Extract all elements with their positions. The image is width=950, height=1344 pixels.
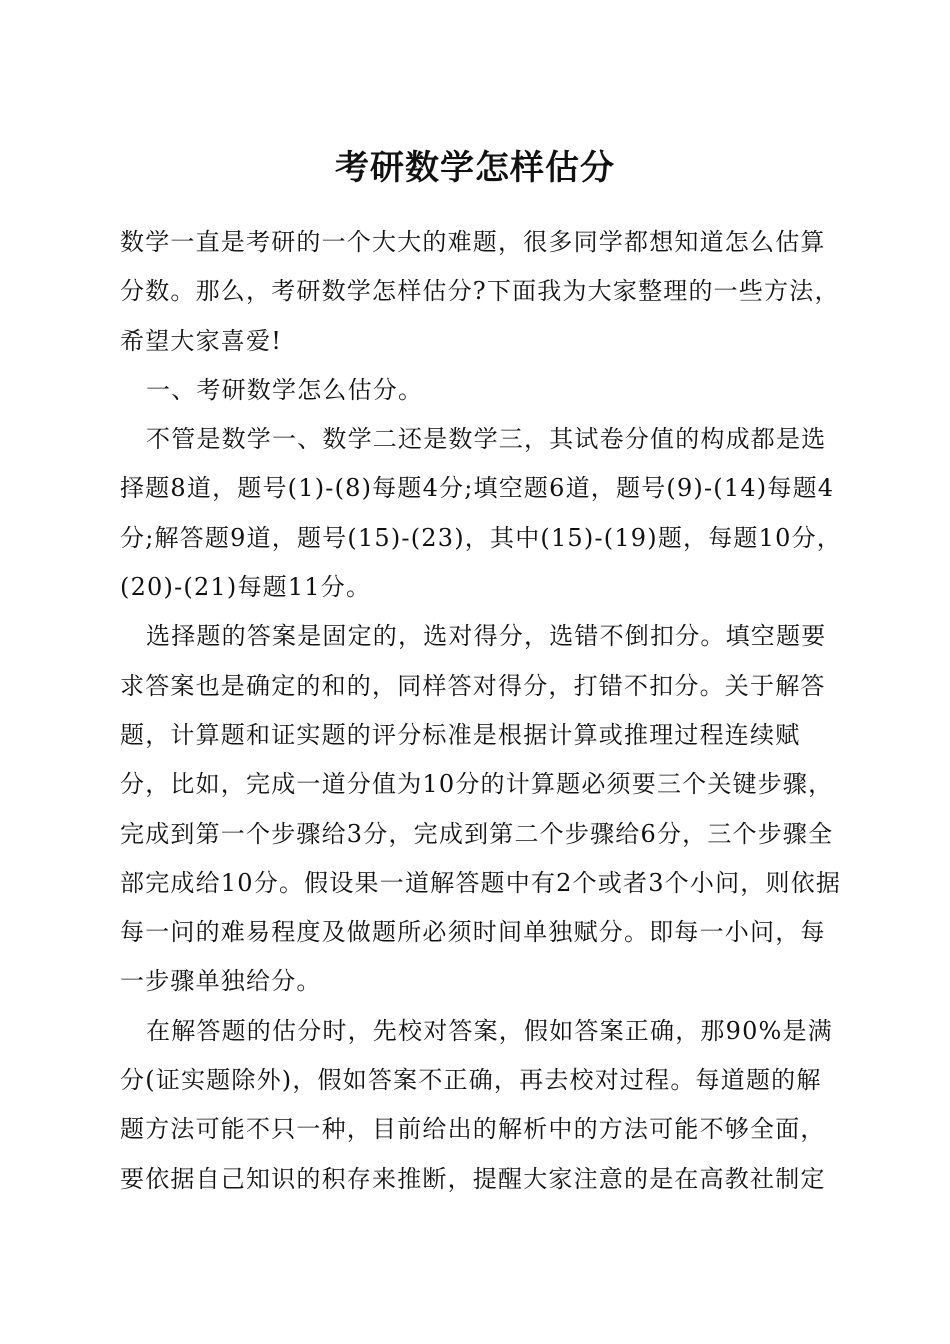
estimation-method-paragraph: 在解答题的估分时，先校对答案，假如答案正确，那90%是满分(证实题除外)，假如答案不正确，再去校对过程。每道题的解题方法可能不只一种，目前给出的解析中的方法可能不够全面，要依据自己知识的积存来推断，提醒大家注意的是在高教社制定 [120, 1016, 833, 1193]
document-body [120, 218, 842, 1204]
document-title: 考研数学怎样估分 [335, 148, 615, 188]
section-heading: 一、考研数学怎么估分。 [146, 375, 424, 404]
grading-rules-paragraph: 选择题的答案是固定的，选对得分，选错不倒扣分。填空题要求答案也是确定的和的，同样答对得分，打错不扣分。关于解答题，计算题和证实题的评分标准是根据计算或推理过程连续赋分，比如，完成一道分值为10分的计算题必须要三个关键步骤，完成到第一个步骤给3分，完成到第二个步骤给6分，三个步骤全部完成给10分。假设果一道解答题中有2个或者3个小问，则依据每一问的难易程度及做题所必须时间单独赋分。即每一小问，每一步骤单独给分。 [120, 622, 842, 996]
intro-paragraph: 数学一直是考研的一个大大的难题，很多同学都想知道怎么估算分数。那么，考研数学怎样估分?下面我为大家整理的一些方法，希望大家喜爱! [120, 228, 840, 355]
score-structure-paragraph: 不管是数学一、数学二还是数学三，其试卷分值的构成都是选择题8道，题号(1)-(8)每题4分;填空题6道，题号(9)-(14)每题4分;解答题9道，题号(15)-(23)，其中(15)-(19)题，每题10分，(20)-(21)每题11分。 [120, 425, 842, 602]
